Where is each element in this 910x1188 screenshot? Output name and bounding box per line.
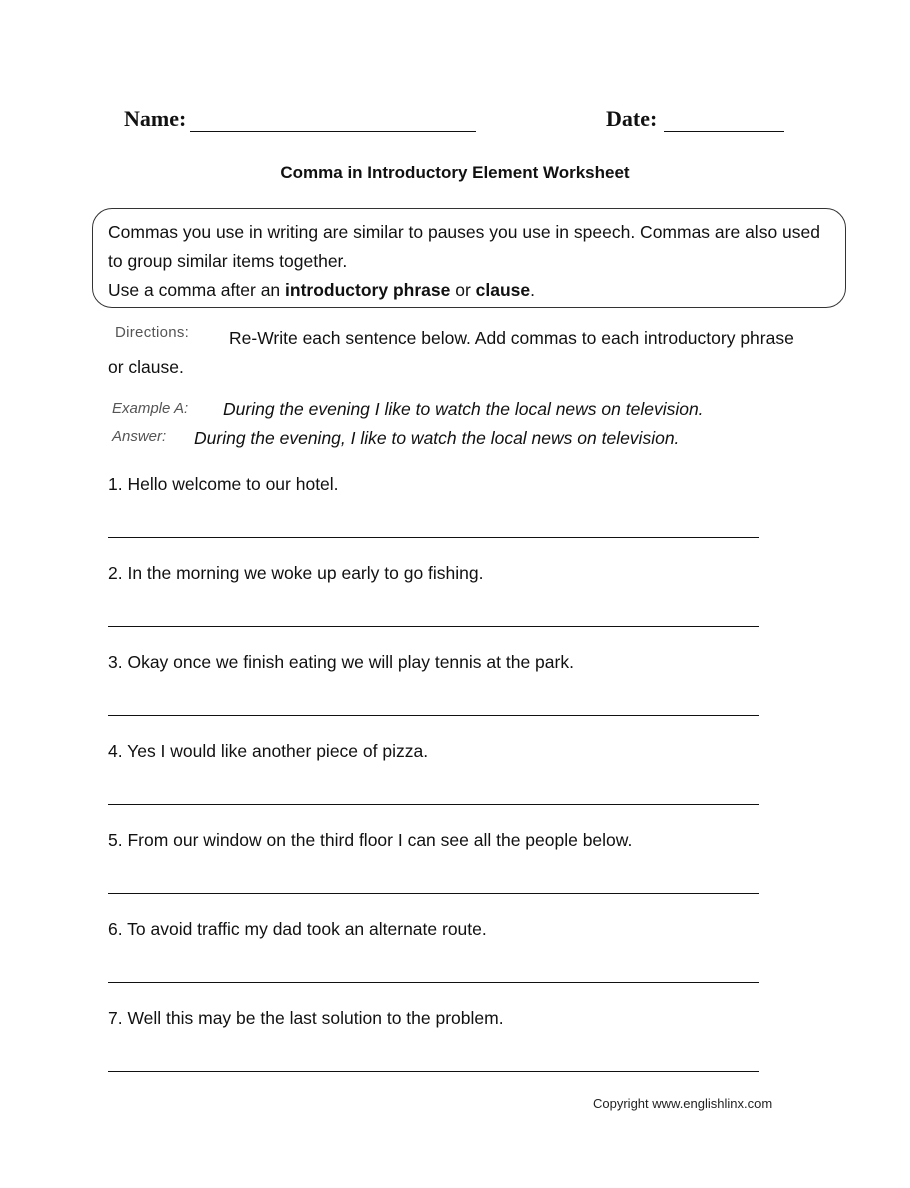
question-7: 7. Well this may be the last solution to the problem. <box>108 1008 504 1028</box>
answer-line-7[interactable] <box>108 1071 759 1072</box>
answer-line-1[interactable] <box>108 537 759 538</box>
info-text: or <box>450 280 476 300</box>
answer-label: Answer: <box>112 428 167 445</box>
date-input-line[interactable] <box>664 131 784 132</box>
date-label: Date: <box>606 106 658 131</box>
answer-line-3[interactable] <box>108 715 759 716</box>
answer-text: During the evening, I like to watch the local news on television. <box>194 428 680 448</box>
info-text-line1: Commas you use in writing are similar to pauses you use in speech. Commas are also used to group similar items together. <box>108 222 820 271</box>
answer-line-6[interactable] <box>108 982 759 983</box>
directions-label: Directions: <box>115 324 190 341</box>
answer-line-2[interactable] <box>108 626 759 627</box>
example-label: Example A: <box>112 400 189 417</box>
info-keyword-clause: clause <box>475 280 531 300</box>
example-text: During the evening I like to watch the local news on television. <box>223 399 704 419</box>
answer-line-5[interactable] <box>108 893 759 894</box>
question-6: 6. To avoid traffic my dad took an alternate route. <box>108 919 487 939</box>
info-text: . <box>530 280 535 300</box>
name-label: Name: <box>124 106 187 131</box>
info-text: Use a comma after an <box>108 280 286 300</box>
info-keyword-phrase: introductory phrase <box>285 280 451 300</box>
question-2: 2. In the morning we woke up early to go fishing. <box>108 563 484 583</box>
answer-line-4[interactable] <box>108 804 759 805</box>
copyright-text: Copyright www.englishlinx.com <box>593 1096 773 1111</box>
name-input-line[interactable] <box>190 131 476 132</box>
question-3: 3. Okay once we finish eating we will play tennis at the park. <box>108 652 574 672</box>
question-4: 4. Yes I would like another piece of pizza. <box>108 741 429 761</box>
worksheet-title: Comma in Introductory Element Worksheet <box>280 163 630 182</box>
question-1: 1. Hello welcome to our hotel. <box>108 474 339 494</box>
info-text-line2 <box>108 276 535 305</box>
directions-text: Re-Write each sentence below. Add commas to each introductory phrase or clause. <box>108 328 794 377</box>
question-5: 5. From our window on the third floor I can see all the people below. <box>108 830 633 850</box>
